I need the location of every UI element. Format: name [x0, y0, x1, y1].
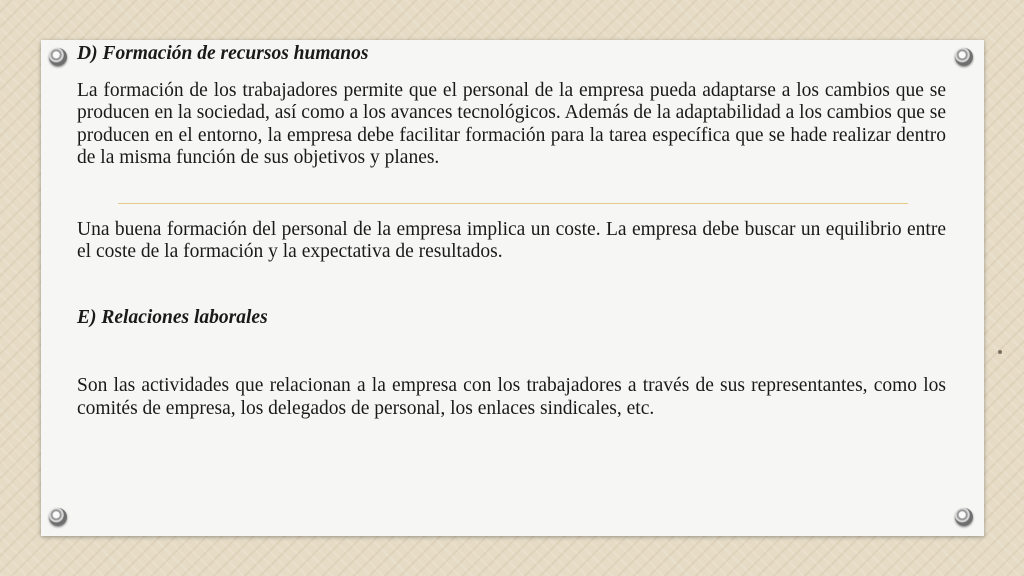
pin-icon [49, 508, 67, 526]
pin-icon [955, 48, 973, 66]
decorative-dot [998, 350, 1002, 354]
pin-icon [49, 48, 67, 66]
slide-content [77, 40, 946, 420]
paragraph-relaciones: Son las actividades que relacionan a la empresa con los trabajadores a través de sus representantes, como los comités de empresa, los delegados de personal, los enlaces sindicales, etc. [77, 375, 946, 419]
heading-formacion: D) Formación de recursos humanos [77, 43, 369, 64]
paragraph-formacion: La formación de los trabajadores permite que el personal de la empresa pueda adaptarse a los cambios que se producen en la sociedad, así como a los avances tecnológicos. Además de la adaptabilidad a los cambios que se producen en el entorno, la empresa debe facilitar formación para la tarea específica que se hade realizar dentro de la misma función de sus objetivos y planes. [77, 79, 946, 168]
pin-icon [955, 508, 973, 526]
paragraph-coste: Una buena formación del personal de la empresa implica un coste. La empresa debe buscar un equilibrio entre el coste de la formación y la expectativa de resultados. [77, 218, 946, 262]
heading-relaciones: E) Relaciones laborales [77, 306, 268, 328]
